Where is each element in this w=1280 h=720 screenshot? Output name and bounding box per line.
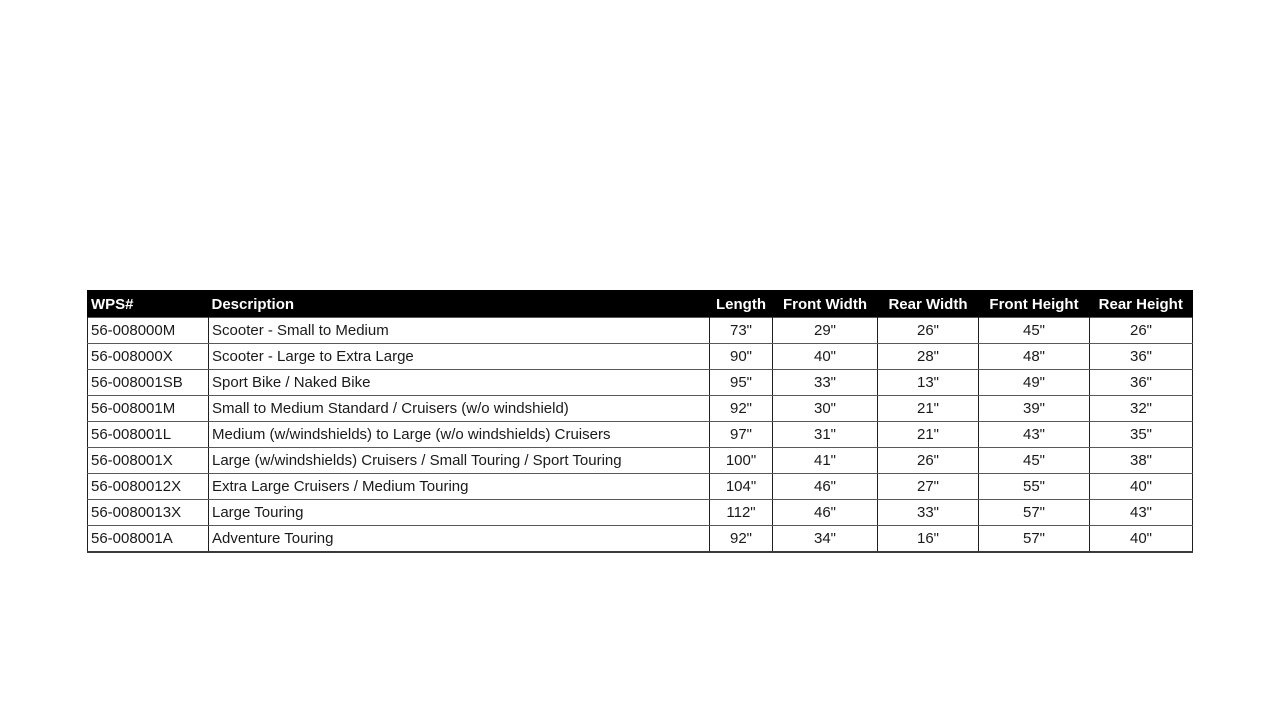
cell-front_height: 49": [979, 370, 1090, 396]
cell-wps: 56-008001A: [88, 526, 209, 552]
cell-description: Scooter - Small to Medium: [209, 318, 710, 344]
cell-front_height: 39": [979, 396, 1090, 422]
table-row: [88, 396, 1193, 422]
cell-wps: 56-008001SB: [88, 370, 209, 396]
cell-front_width: 41": [773, 448, 878, 474]
cell-wps: 56-008001M: [88, 396, 209, 422]
cell-front_height: 48": [979, 344, 1090, 370]
cell-front_width: 34": [773, 526, 878, 552]
cell-description: Small to Medium Standard / Cruisers (w/o windshield): [209, 396, 710, 422]
cell-rear_width: 21": [878, 396, 979, 422]
cell-front_height: 57": [979, 500, 1090, 526]
cell-rear_height: 43": [1090, 500, 1193, 526]
cell-rear_height: 40": [1090, 474, 1193, 500]
cell-front_width: 33": [773, 370, 878, 396]
table-row: [88, 448, 1193, 474]
cell-rear_width: 27": [878, 474, 979, 500]
table-row: [88, 500, 1193, 526]
cell-front_height: 45": [979, 448, 1090, 474]
cell-front_width: 29": [773, 318, 878, 344]
column-header-rear-height: Rear Height: [1090, 291, 1193, 318]
table-row: [88, 422, 1193, 448]
cell-length: 100": [710, 448, 773, 474]
cell-description: Scooter - Large to Extra Large: [209, 344, 710, 370]
column-header-rear-width: Rear Width: [878, 291, 979, 318]
cell-length: 90": [710, 344, 773, 370]
table-row: [88, 370, 1193, 396]
column-header-front-width: Front Width: [773, 291, 878, 318]
cell-rear_height: 26": [1090, 318, 1193, 344]
cell-wps: 56-008000X: [88, 344, 209, 370]
column-header-description: Description: [209, 291, 710, 318]
cell-wps: 56-008001X: [88, 448, 209, 474]
cell-description: Sport Bike / Naked Bike: [209, 370, 710, 396]
cell-description: Extra Large Cruisers / Medium Touring: [209, 474, 710, 500]
cell-rear_width: 28": [878, 344, 979, 370]
cell-front_height: 43": [979, 422, 1090, 448]
table-row: [88, 344, 1193, 370]
cell-rear_width: 13": [878, 370, 979, 396]
cell-length: 112": [710, 500, 773, 526]
cover-size-spec-table: [87, 290, 1193, 553]
cell-rear_width: 16": [878, 526, 979, 552]
cell-wps: 56-0080013X: [88, 500, 209, 526]
cell-length: 97": [710, 422, 773, 448]
table-header: [88, 291, 1193, 318]
cell-rear_height: 40": [1090, 526, 1193, 552]
cell-rear_height: 36": [1090, 370, 1193, 396]
cell-front_height: 55": [979, 474, 1090, 500]
cell-rear_width: 33": [878, 500, 979, 526]
cell-length: 104": [710, 474, 773, 500]
cell-rear_height: 36": [1090, 344, 1193, 370]
cell-wps: 56-0080012X: [88, 474, 209, 500]
cell-front_width: 31": [773, 422, 878, 448]
column-header-front-height: Front Height: [979, 291, 1090, 318]
cell-description: Medium (w/windshields) to Large (w/o windshields) Cruisers: [209, 422, 710, 448]
cell-description: Adventure Touring: [209, 526, 710, 552]
table-row: [88, 526, 1193, 552]
cell-front_width: 40": [773, 344, 878, 370]
cell-front_width: 46": [773, 474, 878, 500]
cell-description: Large Touring: [209, 500, 710, 526]
cell-front_width: 30": [773, 396, 878, 422]
cell-rear_width: 26": [878, 448, 979, 474]
table-body: [88, 318, 1193, 552]
cell-description: Large (w/windshields) Cruisers / Small Touring / Sport Touring: [209, 448, 710, 474]
cell-front_height: 45": [979, 318, 1090, 344]
cell-front_height: 57": [979, 526, 1090, 552]
column-header-wps: WPS#: [88, 291, 209, 318]
table-row: [88, 318, 1193, 344]
cell-rear_width: 26": [878, 318, 979, 344]
column-header-length: Length: [710, 291, 773, 318]
cell-front_width: 46": [773, 500, 878, 526]
cell-wps: 56-008000M: [88, 318, 209, 344]
cell-rear_height: 32": [1090, 396, 1193, 422]
size-chart-container: [87, 290, 1193, 553]
cell-length: 92": [710, 396, 773, 422]
cell-rear_width: 21": [878, 422, 979, 448]
cell-length: 95": [710, 370, 773, 396]
cell-length: 92": [710, 526, 773, 552]
cell-rear_height: 38": [1090, 448, 1193, 474]
header-row: [88, 291, 1193, 318]
cell-rear_height: 35": [1090, 422, 1193, 448]
cell-length: 73": [710, 318, 773, 344]
cell-wps: 56-008001L: [88, 422, 209, 448]
table-row: [88, 474, 1193, 500]
